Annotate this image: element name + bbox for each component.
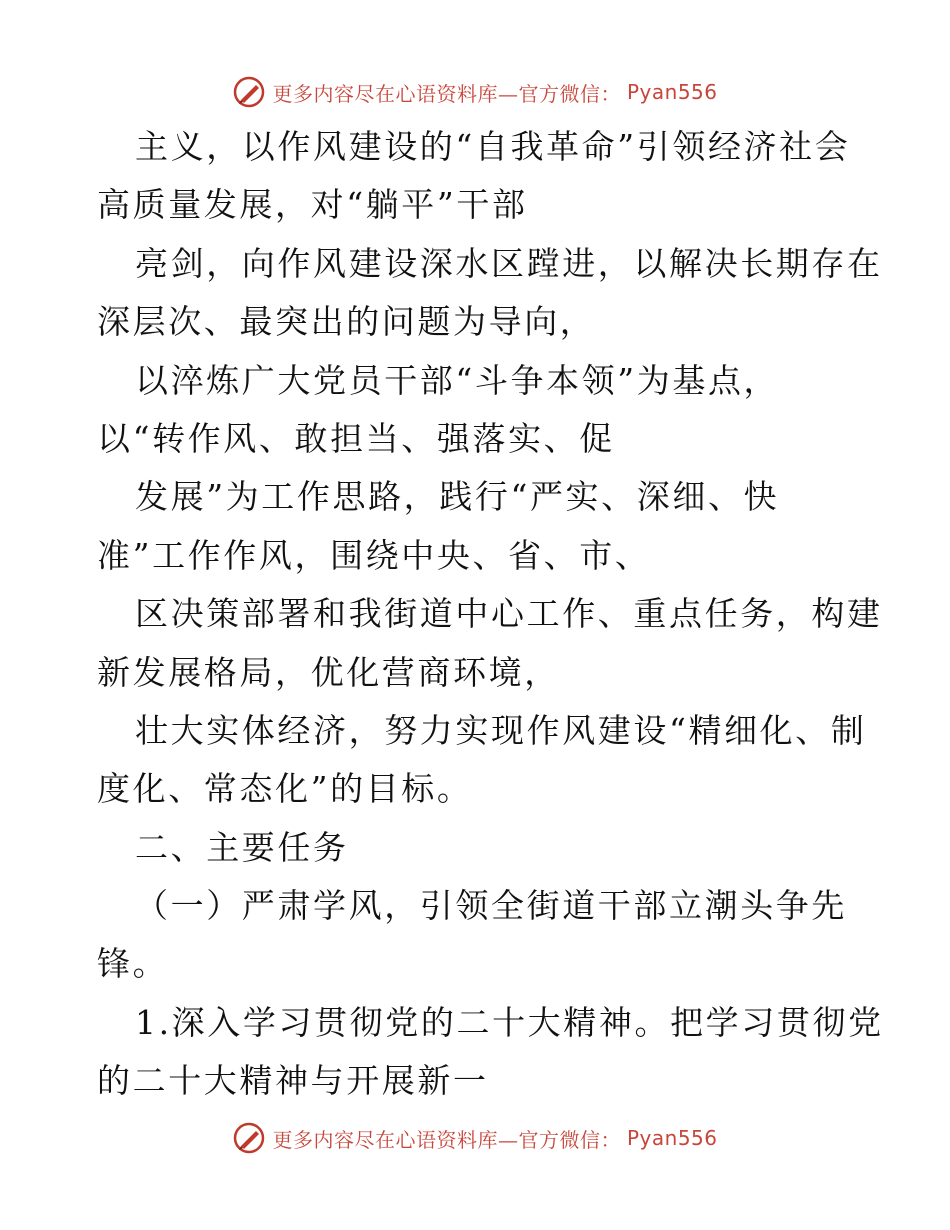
text-line: 高质量发展，对“躺平”干部 (97, 185, 528, 225)
text-line: 度化、常态化”的目标。 (97, 769, 473, 809)
pen-logo-icon (232, 1121, 266, 1155)
watermark-brand: Pyan556 (626, 80, 718, 104)
text-line: 壮大实体经济，努力实现作风建设“精细化、制 (135, 710, 867, 750)
text-line: 深层次、最突出的问题为导向， (97, 302, 596, 342)
watermark-text: 更多内容尽在心语资料库—官方微信： (272, 1127, 621, 1152)
text-line: 主义，以作风建设的“自我革命”引领经济社会 (135, 127, 851, 166)
text-line: 以“转作风、敢担当、强落实、促 (97, 418, 615, 458)
section-heading: 二、主要任务 (135, 827, 349, 867)
subsection-heading: （一）严肃学风，引领全街道干部立潮头争先 (135, 886, 847, 926)
text-line: 区决策部署和我街道中心工作、重点任务，构建 (135, 594, 883, 634)
header-watermark (0, 72, 950, 112)
text-line: 的二十大精神与开展新一 (97, 1061, 489, 1101)
text-line: 1.深入学习贯彻党的二十大精神。把学习贯彻党 (135, 1002, 884, 1042)
text-line: 发展”为工作思路，践行“严实、深细、快 (135, 477, 780, 517)
text-line: 亮剑，向作风建设深水区蹚进，以解决长期存在 (135, 243, 883, 283)
pen-logo-icon (232, 75, 266, 109)
watermark-text: 更多内容尽在心语资料库—官方微信： (272, 81, 621, 106)
text-line: 以淬炼广大党员干部“斗争本领”为基点， (135, 360, 780, 400)
document-body (97, 118, 884, 1111)
watermark-brand: Pyan556 (626, 1126, 718, 1150)
text-line: 锋。 (97, 944, 169, 984)
text-line: 新发展格局，优化营商环境， (97, 652, 560, 692)
footer-watermark (0, 1118, 950, 1158)
text-line: 准”工作作风，围绕中央、省、市、 (97, 535, 651, 575)
